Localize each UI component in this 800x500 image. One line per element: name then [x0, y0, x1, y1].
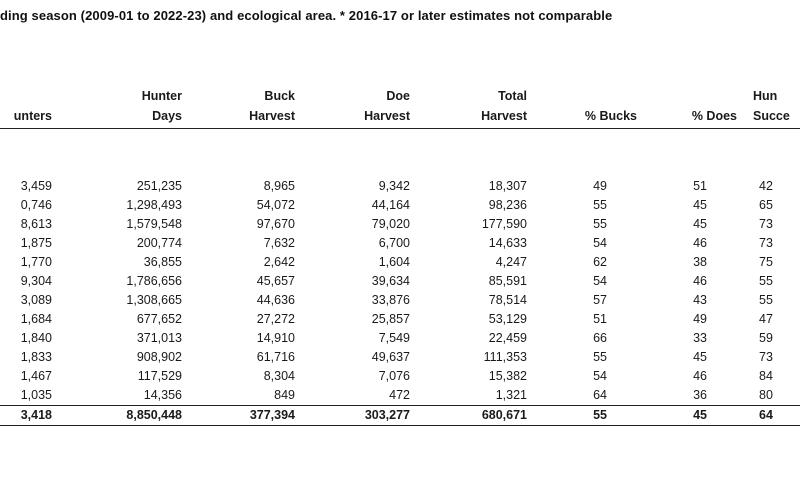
cell-hunter-success: 47 — [759, 312, 773, 326]
cell-total-harvest: 14,633 — [488, 236, 527, 250]
cell-pct-bucks: 55 — [593, 350, 607, 364]
cell-buck-harvest: 54,072 — [256, 198, 295, 212]
cell-doe-harvest: 44,164 — [371, 198, 410, 212]
cell-buck-harvest: 2,642 — [263, 255, 295, 269]
cell-hunter-success: 42 — [759, 179, 773, 193]
cell-pct-bucks: 49 — [593, 179, 607, 193]
cell-pct-bucks: 57 — [593, 293, 607, 307]
cell-buck-harvest: 377,394 — [190, 406, 303, 426]
cell-pct-bucks: 54 — [593, 369, 607, 383]
cell-total-harvest: 1,321 — [495, 388, 527, 402]
cell-hunter-days: 200,774 — [136, 236, 182, 250]
column-header-hunters — [0, 78, 60, 129]
column-header-line2: % Does — [691, 109, 737, 123]
column-header-hunter-days — [60, 78, 190, 129]
cell-pct-bucks: 54 — [593, 274, 607, 288]
cell-pct-does: 45 — [693, 217, 707, 231]
cell-total-harvest: 18,307 — [488, 179, 527, 193]
cell-hunter-days: 8,850,448 — [60, 406, 190, 426]
cell-hunter-success: 64 — [745, 406, 800, 426]
header-spacer — [0, 129, 800, 178]
cell-pct-does: 43 — [693, 293, 707, 307]
column-header-doe-harvest — [303, 78, 418, 129]
cell-buck-harvest: 97,670 — [256, 217, 295, 231]
table-header-row — [0, 78, 800, 129]
cell-pct-bucks: 55 — [593, 217, 607, 231]
cell-doe-harvest: 303,277 — [303, 406, 418, 426]
harvest-table-container — [0, 78, 800, 478]
cell-hunter-days: 1,579,548 — [126, 217, 182, 231]
cell-pct-does: 49 — [693, 312, 707, 326]
cell-pct-bucks: 55 — [593, 198, 607, 212]
cell-pct-does: 45 — [693, 350, 707, 364]
cell-pct-bucks: 55 — [535, 406, 645, 426]
table-total-row — [0, 406, 800, 426]
cell-doe-harvest: 25,857 — [371, 312, 410, 326]
cell-total-harvest: 680,671 — [418, 406, 535, 426]
cell-doe-harvest: 39,634 — [371, 274, 410, 288]
cell-doe-harvest: 9,342 — [378, 179, 410, 193]
column-header-line1 — [645, 86, 737, 106]
column-header-line2: Harvest — [481, 109, 527, 123]
cell-hunter-days: 36,855 — [143, 255, 182, 269]
cell-hunter-success: 59 — [759, 331, 773, 345]
cell-hunters: 8,613 — [20, 217, 52, 231]
column-header-pct-does — [645, 78, 745, 129]
column-header-line2: % Bucks — [584, 109, 637, 123]
column-header-total-harvest — [418, 78, 535, 129]
table-row — [0, 329, 800, 348]
cell-hunter-success: 80 — [759, 388, 773, 402]
table-row — [0, 215, 800, 234]
cell-hunter-success: 73 — [759, 236, 773, 250]
cell-doe-harvest: 1,604 — [378, 255, 410, 269]
cell-pct-bucks: 54 — [593, 236, 607, 250]
column-header-line2: Succe — [753, 109, 790, 123]
cell-pct-does: 33 — [693, 331, 707, 345]
table-caption: ding season (2009-01 to 2022-23) and ecological area. * 2016-17 or later estimates not comparable — [0, 8, 613, 23]
cell-buck-harvest: 27,272 — [256, 312, 295, 326]
cell-doe-harvest: 472 — [389, 388, 410, 402]
column-header-line1: Hunter — [141, 89, 182, 103]
cell-hunter-days: 677,652 — [136, 312, 182, 326]
cell-hunter-success: 55 — [759, 274, 773, 288]
cell-buck-harvest: 44,636 — [256, 293, 295, 307]
cell-total-harvest: 111,353 — [483, 350, 527, 364]
table-row — [0, 272, 800, 291]
cell-hunter-success: 73 — [759, 217, 773, 231]
cell-hunters: 9,304 — [20, 274, 52, 288]
cell-doe-harvest: 6,700 — [378, 236, 410, 250]
cell-doe-harvest: 7,549 — [378, 331, 410, 345]
column-header-line2: Harvest — [249, 109, 295, 123]
column-header-line2: Harvest — [364, 109, 410, 123]
column-header-line2: unters — [13, 109, 52, 123]
cell-hunters: 1,684 — [20, 312, 52, 326]
table-row — [0, 367, 800, 386]
cell-hunter-success: 84 — [759, 369, 773, 383]
cell-hunter-days: 1,786,656 — [126, 274, 182, 288]
cell-hunter-days: 371,013 — [136, 331, 182, 345]
table-row — [0, 386, 800, 406]
cell-total-harvest: 85,591 — [488, 274, 527, 288]
cell-pct-does: 46 — [693, 274, 707, 288]
harvest-table — [0, 78, 800, 426]
column-header-line1 — [0, 86, 52, 106]
cell-hunter-days: 1,308,665 — [126, 293, 182, 307]
cell-hunters: 1,035 — [20, 388, 52, 402]
table-row — [0, 234, 800, 253]
cell-hunters: 1,770 — [20, 255, 52, 269]
cell-doe-harvest: 49,637 — [371, 350, 410, 364]
cell-doe-harvest: 79,020 — [371, 217, 410, 231]
cell-pct-does: 46 — [693, 369, 707, 383]
cell-pct-does: 38 — [693, 255, 707, 269]
table-row — [0, 310, 800, 329]
column-header-line1: Hun — [753, 89, 778, 103]
column-header-line2: Days — [152, 109, 182, 123]
column-header-line1: Doe — [386, 89, 410, 103]
column-header-line1: Total — [498, 89, 527, 103]
cell-buck-harvest: 8,965 — [263, 179, 295, 193]
cell-hunter-days: 908,902 — [136, 350, 182, 364]
cell-hunter-success: 75 — [759, 255, 773, 269]
cell-total-harvest: 78,514 — [488, 293, 527, 307]
column-header-hunter-success — [745, 78, 800, 129]
cell-buck-harvest: 8,304 — [263, 369, 295, 383]
table-row — [0, 291, 800, 310]
cell-doe-harvest: 7,076 — [378, 369, 410, 383]
cell-buck-harvest: 849 — [274, 388, 295, 402]
cell-hunters: 3,089 — [20, 293, 52, 307]
table-body — [0, 129, 800, 426]
cell-pct-does: 51 — [693, 179, 707, 193]
table-row — [0, 177, 800, 196]
cell-total-harvest: 177,590 — [481, 217, 527, 231]
cell-buck-harvest: 61,716 — [256, 350, 295, 364]
cell-total-harvest: 98,236 — [488, 198, 527, 212]
cell-pct-does: 46 — [693, 236, 707, 250]
cell-buck-harvest: 45,657 — [256, 274, 295, 288]
column-header-line1: Buck — [264, 89, 295, 103]
cell-pct-does: 36 — [693, 388, 707, 402]
cell-total-harvest: 4,247 — [495, 255, 527, 269]
cell-hunters: 3,459 — [20, 179, 52, 193]
cell-hunters: 1,840 — [20, 331, 52, 345]
cell-pct-bucks: 64 — [593, 388, 607, 402]
cell-pct-bucks: 62 — [593, 255, 607, 269]
cell-hunters: 1,875 — [20, 236, 52, 250]
cell-hunters: 0,746 — [20, 198, 52, 212]
cell-hunter-success: 55 — [759, 293, 773, 307]
cell-hunters: 1,833 — [20, 350, 52, 364]
column-header-buck-harvest — [190, 78, 303, 129]
cell-hunters: 3,418 — [0, 406, 60, 426]
column-header-pct-bucks — [535, 78, 645, 129]
cell-hunter-days: 251,235 — [136, 179, 182, 193]
cell-doe-harvest: 33,876 — [371, 293, 410, 307]
cell-hunter-days: 1,298,493 — [126, 198, 182, 212]
cell-pct-does: 45 — [693, 198, 707, 212]
cell-total-harvest: 53,129 — [488, 312, 527, 326]
cell-hunter-success: 73 — [759, 350, 773, 364]
cell-hunter-days: 14,356 — [143, 388, 182, 402]
cell-pct-bucks: 51 — [593, 312, 607, 326]
cell-hunter-success: 65 — [759, 198, 773, 212]
cell-buck-harvest: 7,632 — [263, 236, 295, 250]
cell-pct-does: 45 — [645, 406, 745, 426]
cell-pct-bucks: 66 — [593, 331, 607, 345]
cell-buck-harvest: 14,910 — [256, 331, 295, 345]
table-row — [0, 196, 800, 215]
cell-hunter-days: 117,529 — [137, 369, 182, 383]
cell-total-harvest: 22,459 — [488, 331, 527, 345]
column-header-line1 — [535, 86, 637, 106]
table-row — [0, 348, 800, 367]
cell-hunters: 1,467 — [20, 369, 52, 383]
cell-total-harvest: 15,382 — [488, 369, 527, 383]
table-row — [0, 253, 800, 272]
